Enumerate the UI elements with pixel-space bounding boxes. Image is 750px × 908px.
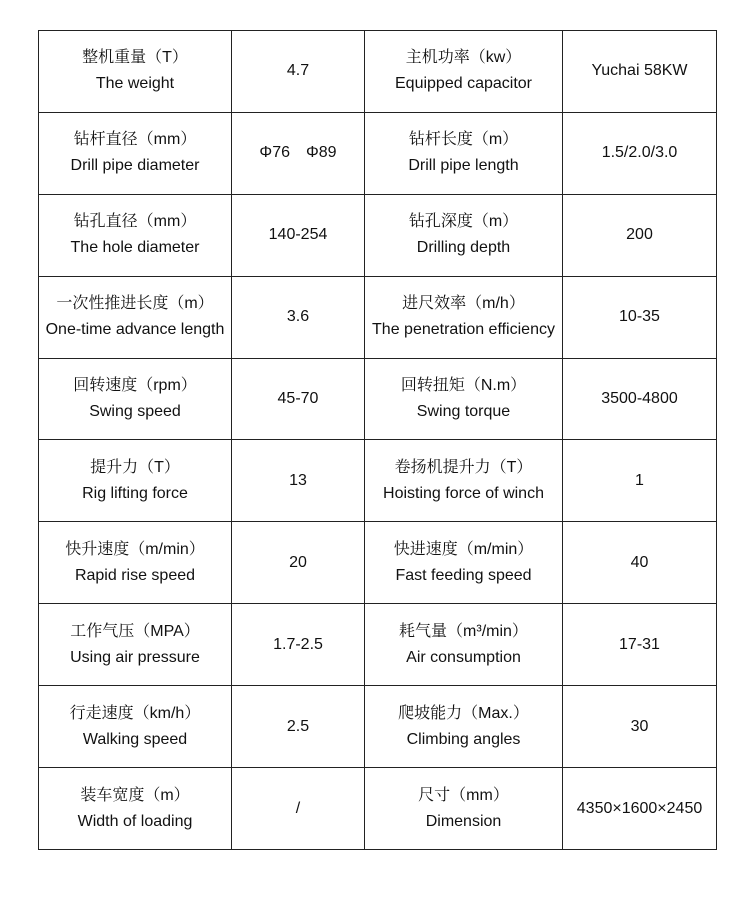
- param-value: 10-35: [563, 276, 717, 358]
- table-row: [39, 522, 717, 604]
- param-value: /: [232, 768, 365, 850]
- param-label-en: Swing speed: [89, 403, 181, 420]
- param-value: 30: [563, 686, 717, 768]
- param-label-en: Dimension: [425, 812, 502, 830]
- param-value: Φ76 Φ89: [232, 112, 365, 194]
- param-label-zh: 钻杆长度（m）: [408, 131, 519, 149]
- param-label-en: Drill pipe diameter: [70, 157, 200, 175]
- param-value: 20: [232, 522, 365, 604]
- param-label-cell: [39, 768, 232, 850]
- param-label-zh: 提升力（T）: [90, 458, 180, 476]
- param-value: 200: [563, 194, 717, 276]
- param-label-en: The penetration efficiency: [372, 321, 555, 339]
- table-row: [39, 768, 717, 850]
- param-label-cell: [39, 686, 232, 768]
- param-label-cell: [39, 194, 232, 276]
- param-label-cell: [365, 31, 563, 113]
- param-label-zh: 快进速度（m/min）: [393, 540, 534, 558]
- param-label-cell: [365, 440, 563, 522]
- param-value: 1.5/2.0/3.0: [563, 112, 717, 194]
- param-label-zh: 尺寸（mm）: [418, 786, 509, 804]
- param-label-en: Air consumption: [406, 648, 521, 666]
- spec-table-body: [39, 31, 717, 850]
- param-label-cell: [39, 112, 232, 194]
- param-label-zh: 钻孔深度（m）: [408, 213, 519, 231]
- param-label-zh: 回转扭矩（N.m）: [400, 377, 527, 394]
- param-label-en: Rig lifting force: [82, 484, 188, 502]
- param-label-cell: [39, 604, 232, 686]
- param-label-en: Walking speed: [82, 730, 188, 748]
- param-label-en: Drill pipe length: [408, 157, 519, 175]
- param-label-zh: 钻孔直径（mm）: [73, 213, 197, 231]
- param-label-zh: 钻杆直径（mm）: [73, 131, 197, 149]
- param-value: 3500-4800: [563, 358, 717, 440]
- param-label-cell: [39, 358, 232, 440]
- param-label-cell: [39, 522, 232, 604]
- param-label-zh: 卷扬机提升力（T）: [394, 458, 533, 476]
- param-label-cell: [39, 440, 232, 522]
- param-value: 140-254: [232, 194, 365, 276]
- table-row: [39, 194, 717, 276]
- param-label-cell: [39, 31, 232, 113]
- param-label-zh: 耗气量（m³/min）: [399, 622, 528, 640]
- param-label-cell: [365, 604, 563, 686]
- param-label-en: Fast feeding speed: [395, 566, 532, 584]
- param-value: 40: [563, 522, 717, 604]
- param-label-zh: 爬坡能力（Max.）: [398, 704, 529, 722]
- param-value: 3.6: [232, 276, 365, 358]
- param-label-zh: 进尺效率（m/h）: [402, 295, 525, 313]
- param-label-cell: [365, 768, 563, 850]
- param-label-cell: [365, 194, 563, 276]
- param-label-cell: [365, 522, 563, 604]
- param-label-cell: [365, 686, 563, 768]
- table-row: [39, 358, 717, 440]
- param-value: 1: [563, 440, 717, 522]
- param-label-cell: [39, 276, 232, 358]
- param-label-cell: [365, 358, 563, 440]
- spec-table: [38, 30, 717, 850]
- param-label-en: Using air pressure: [70, 648, 200, 666]
- param-label-zh: 装车宽度（m）: [80, 786, 190, 804]
- param-value: Yuchai 58KW: [563, 31, 717, 113]
- table-row: [39, 112, 717, 194]
- table-row: [39, 604, 717, 686]
- param-value: 4350×1600×2450: [563, 768, 717, 850]
- param-label-zh: 回转速度（rpm）: [73, 377, 197, 394]
- param-label-en: The weight: [95, 75, 175, 93]
- param-label-en: Rapid rise speed: [74, 566, 196, 584]
- param-value: 17-31: [563, 604, 717, 686]
- param-value: 4.7: [232, 31, 365, 113]
- table-row: [39, 686, 717, 768]
- param-label-en: Climbing angles: [406, 730, 521, 748]
- param-label-zh: 整机重量（T）: [82, 49, 188, 67]
- param-label-en: Width of loading: [77, 812, 193, 830]
- table-row: [39, 276, 717, 358]
- param-label-zh: 一次性推进长度（m）: [56, 295, 214, 313]
- param-label-en: One-time advance length: [45, 321, 225, 339]
- param-value: 13: [232, 440, 365, 522]
- param-value: 45-70: [232, 358, 365, 440]
- param-label-en: Drilling depth: [416, 239, 511, 257]
- param-label-en: The hole diameter: [70, 239, 200, 257]
- param-label-cell: [365, 276, 563, 358]
- param-label-en: Swing torque: [416, 403, 511, 420]
- table-row: [39, 31, 717, 113]
- param-label-cell: [365, 112, 563, 194]
- param-value: 2.5: [232, 686, 365, 768]
- param-label-en: Equipped capacitor: [395, 75, 532, 93]
- param-value: 1.7-2.5: [232, 604, 365, 686]
- param-label-en: Hoisting force of winch: [383, 484, 544, 502]
- table-row: [39, 440, 717, 522]
- param-label-zh: 行走速度（km/h）: [69, 704, 201, 722]
- param-label-zh: 主机功率（kw）: [405, 49, 522, 67]
- param-label-zh: 快升速度（m/min）: [65, 540, 205, 558]
- param-label-zh: 工作气压（MPA）: [70, 622, 200, 640]
